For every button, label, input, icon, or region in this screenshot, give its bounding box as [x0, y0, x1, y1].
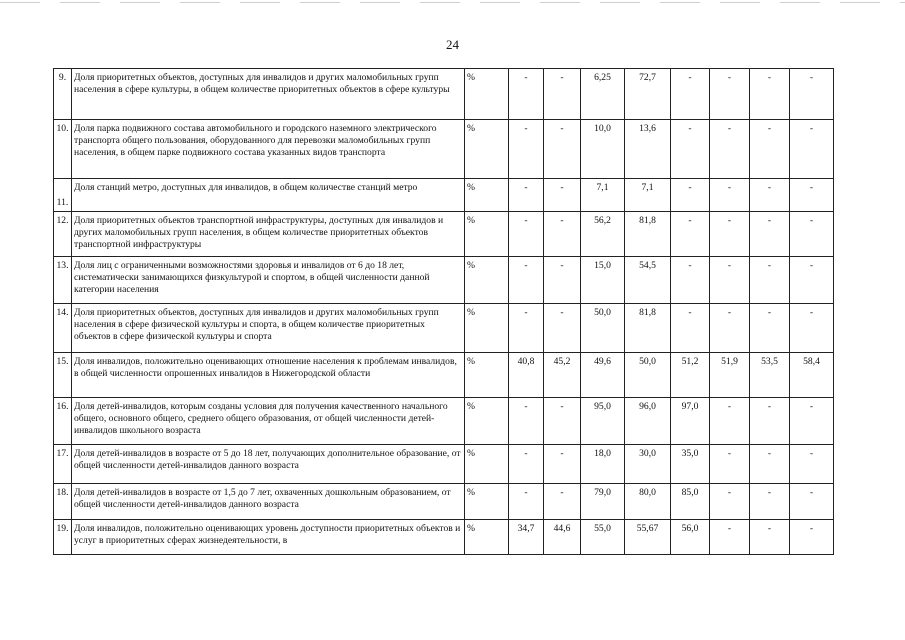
value-cell: - [710, 398, 750, 445]
unit-cell: % [465, 120, 509, 179]
value-cell: - [509, 212, 544, 257]
unit-cell: % [465, 484, 509, 520]
value-cell: 72,7 [625, 69, 671, 120]
row-number: 11. [54, 179, 72, 212]
table-row [54, 484, 834, 520]
table-row [54, 445, 834, 484]
value-cell: - [710, 484, 750, 520]
value-cell: - [750, 212, 790, 257]
value-cell: - [750, 445, 790, 484]
value-cell: - [509, 484, 544, 520]
value-cell: 30,0 [625, 445, 671, 484]
value-cell: - [790, 304, 834, 353]
indicator-description: Доля детей-инвалидов в возрасте от 1,5 до 7 лет, охваченных дошкольным образованием, от общей численности детей-инвалидов данного возраста [72, 484, 465, 520]
unit-cell: % [465, 520, 509, 555]
value-cell: 79,0 [581, 484, 625, 520]
value-cell: 34,7 [509, 520, 544, 555]
value-cell: - [790, 120, 834, 179]
value-cell: - [790, 398, 834, 445]
value-cell: - [790, 445, 834, 484]
value-cell: 45,2 [544, 353, 581, 398]
value-cell: - [509, 257, 544, 304]
value-cell: 35,0 [671, 445, 710, 484]
indicator-description: Доля детей-инвалидов, которым созданы условия для получения качественного начального общего, основного общего, среднего общего образования, от общей численности детей-инвалидов школьного возраста [72, 398, 465, 445]
value-cell: 7,1 [625, 179, 671, 212]
value-cell: - [544, 212, 581, 257]
value-cell: 51,9 [710, 353, 750, 398]
value-cell: - [671, 257, 710, 304]
value-cell: 55,0 [581, 520, 625, 555]
value-cell: 10,0 [581, 120, 625, 179]
indicators-table [53, 68, 834, 555]
table-row [54, 120, 834, 179]
value-cell: 7,1 [581, 179, 625, 212]
row-number: 15. [54, 353, 72, 398]
indicator-description: Доля лиц с ограниченными возможностями здоровья и инвалидов от 6 до 18 лет, систематически занимающихся физкультурой и спортом, в общей численности данной категории населения [72, 257, 465, 304]
value-cell: 81,8 [625, 212, 671, 257]
unit-cell: % [465, 212, 509, 257]
value-cell: - [544, 304, 581, 353]
unit-cell: % [465, 257, 509, 304]
value-cell: - [671, 212, 710, 257]
indicator-description: Доля инвалидов, положительно оценивающих отношение населения к проблемам инвалидов, в общей численности опрошенных инвалидов в Нижегородской области [72, 353, 465, 398]
value-cell: - [509, 179, 544, 212]
value-cell: - [671, 179, 710, 212]
value-cell: 6,25 [581, 69, 625, 120]
value-cell: - [544, 398, 581, 445]
row-number: 18. [54, 484, 72, 520]
unit-cell: % [465, 398, 509, 445]
value-cell: 50,0 [625, 353, 671, 398]
value-cell: - [509, 445, 544, 484]
indicator-description: Доля инвалидов, положительно оценивающих уровень доступности приоритетных объектов и услуг в приоритетных сферах жизнедеятельности, в [72, 520, 465, 555]
value-cell: - [710, 520, 750, 555]
table-row [54, 257, 834, 304]
table-row [54, 212, 834, 257]
value-cell: 56,2 [581, 212, 625, 257]
value-cell: - [544, 179, 581, 212]
unit-cell: % [465, 445, 509, 484]
value-cell: 96,0 [625, 398, 671, 445]
scan-top-border [0, 2, 905, 3]
value-cell: - [790, 69, 834, 120]
value-cell: - [750, 484, 790, 520]
row-number: 17. [54, 445, 72, 484]
table-row [54, 304, 834, 353]
unit-cell: % [465, 353, 509, 398]
value-cell: - [544, 445, 581, 484]
value-cell: - [544, 484, 581, 520]
value-cell: 80,0 [625, 484, 671, 520]
row-number: 16. [54, 398, 72, 445]
row-number: 12. [54, 212, 72, 257]
value-cell: - [750, 120, 790, 179]
indicator-description: Доля приоритетных объектов транспортной инфраструктуры, доступных для инвалидов и других маломобильных групп населения, в общем количестве приоритетных объектов транспортной инфраструктуры [72, 212, 465, 257]
value-cell: - [544, 69, 581, 120]
value-cell: 13,6 [625, 120, 671, 179]
value-cell: 56,0 [671, 520, 710, 555]
value-cell: 81,8 [625, 304, 671, 353]
indicator-description: Доля детей-инвалидов в возрасте от 5 до 18 лет, получающих дополнительное образование, от общей численности детей-инвалидов данного возраста [72, 445, 465, 484]
value-cell: - [544, 257, 581, 304]
value-cell: 49,6 [581, 353, 625, 398]
value-cell: 54,5 [625, 257, 671, 304]
table-row [54, 179, 834, 212]
page-number: 24 [446, 37, 459, 52]
value-cell: - [509, 304, 544, 353]
value-cell: - [790, 179, 834, 212]
indicator-description: Доля парка подвижного состава автомобильного и городского наземного электрического транспорта общего пользования, оборудованного для перевозки маломобильных групп населения, в общем парке подвижного состава указанных видов транспорта [72, 120, 465, 179]
value-cell: 55,67 [625, 520, 671, 555]
value-cell: - [710, 304, 750, 353]
row-number: 14. [54, 304, 72, 353]
value-cell: 95,0 [581, 398, 625, 445]
value-cell: - [671, 304, 710, 353]
value-cell: 97,0 [671, 398, 710, 445]
row-number: 10. [54, 120, 72, 179]
value-cell: - [710, 120, 750, 179]
value-cell: 50,0 [581, 304, 625, 353]
value-cell: - [750, 69, 790, 120]
value-cell: - [790, 257, 834, 304]
value-cell: - [710, 257, 750, 304]
value-cell: 53,5 [750, 353, 790, 398]
unit-cell: % [465, 179, 509, 212]
value-cell: 15,0 [581, 257, 625, 304]
table-row [54, 398, 834, 445]
row-number: 19. [54, 520, 72, 555]
value-cell: - [544, 120, 581, 179]
table-row [54, 520, 834, 555]
unit-cell: % [465, 69, 509, 120]
value-cell: - [750, 179, 790, 212]
value-cell: - [750, 520, 790, 555]
value-cell: - [710, 445, 750, 484]
value-cell: - [790, 520, 834, 555]
value-cell: 40,8 [509, 353, 544, 398]
table-row [54, 353, 834, 398]
indicator-description: Доля станций метро, доступных для инвалидов, в общем количестве станций метро [72, 179, 465, 212]
value-cell: 85,0 [671, 484, 710, 520]
value-cell: - [790, 212, 834, 257]
indicator-description: Доля приоритетных объектов, доступных для инвалидов и других маломобильных групп населения в сфере культуры, в общем количестве приоритетных объектов в сфере культуры [72, 69, 465, 120]
value-cell: - [509, 69, 544, 120]
value-cell: - [710, 212, 750, 257]
table-row [54, 69, 834, 120]
value-cell: - [750, 257, 790, 304]
unit-cell: % [465, 304, 509, 353]
value-cell: 18,0 [581, 445, 625, 484]
value-cell: - [790, 484, 834, 520]
value-cell: - [750, 304, 790, 353]
value-cell: - [671, 69, 710, 120]
value-cell: 58,4 [790, 353, 834, 398]
value-cell: - [671, 120, 710, 179]
row-number: 13. [54, 257, 72, 304]
value-cell: - [710, 179, 750, 212]
value-cell: 44,6 [544, 520, 581, 555]
row-number: 9. [54, 69, 72, 120]
value-cell: 51,2 [671, 353, 710, 398]
value-cell: - [710, 69, 750, 120]
value-cell: - [750, 398, 790, 445]
value-cell: - [509, 398, 544, 445]
indicator-description: Доля приоритетных объектов, доступных для инвалидов и других маломобильных групп населения в сфере физической культуры и спорта, в общем количестве приоритетных объектов в сфере физической культуры и спорта [72, 304, 465, 353]
value-cell: - [509, 120, 544, 179]
